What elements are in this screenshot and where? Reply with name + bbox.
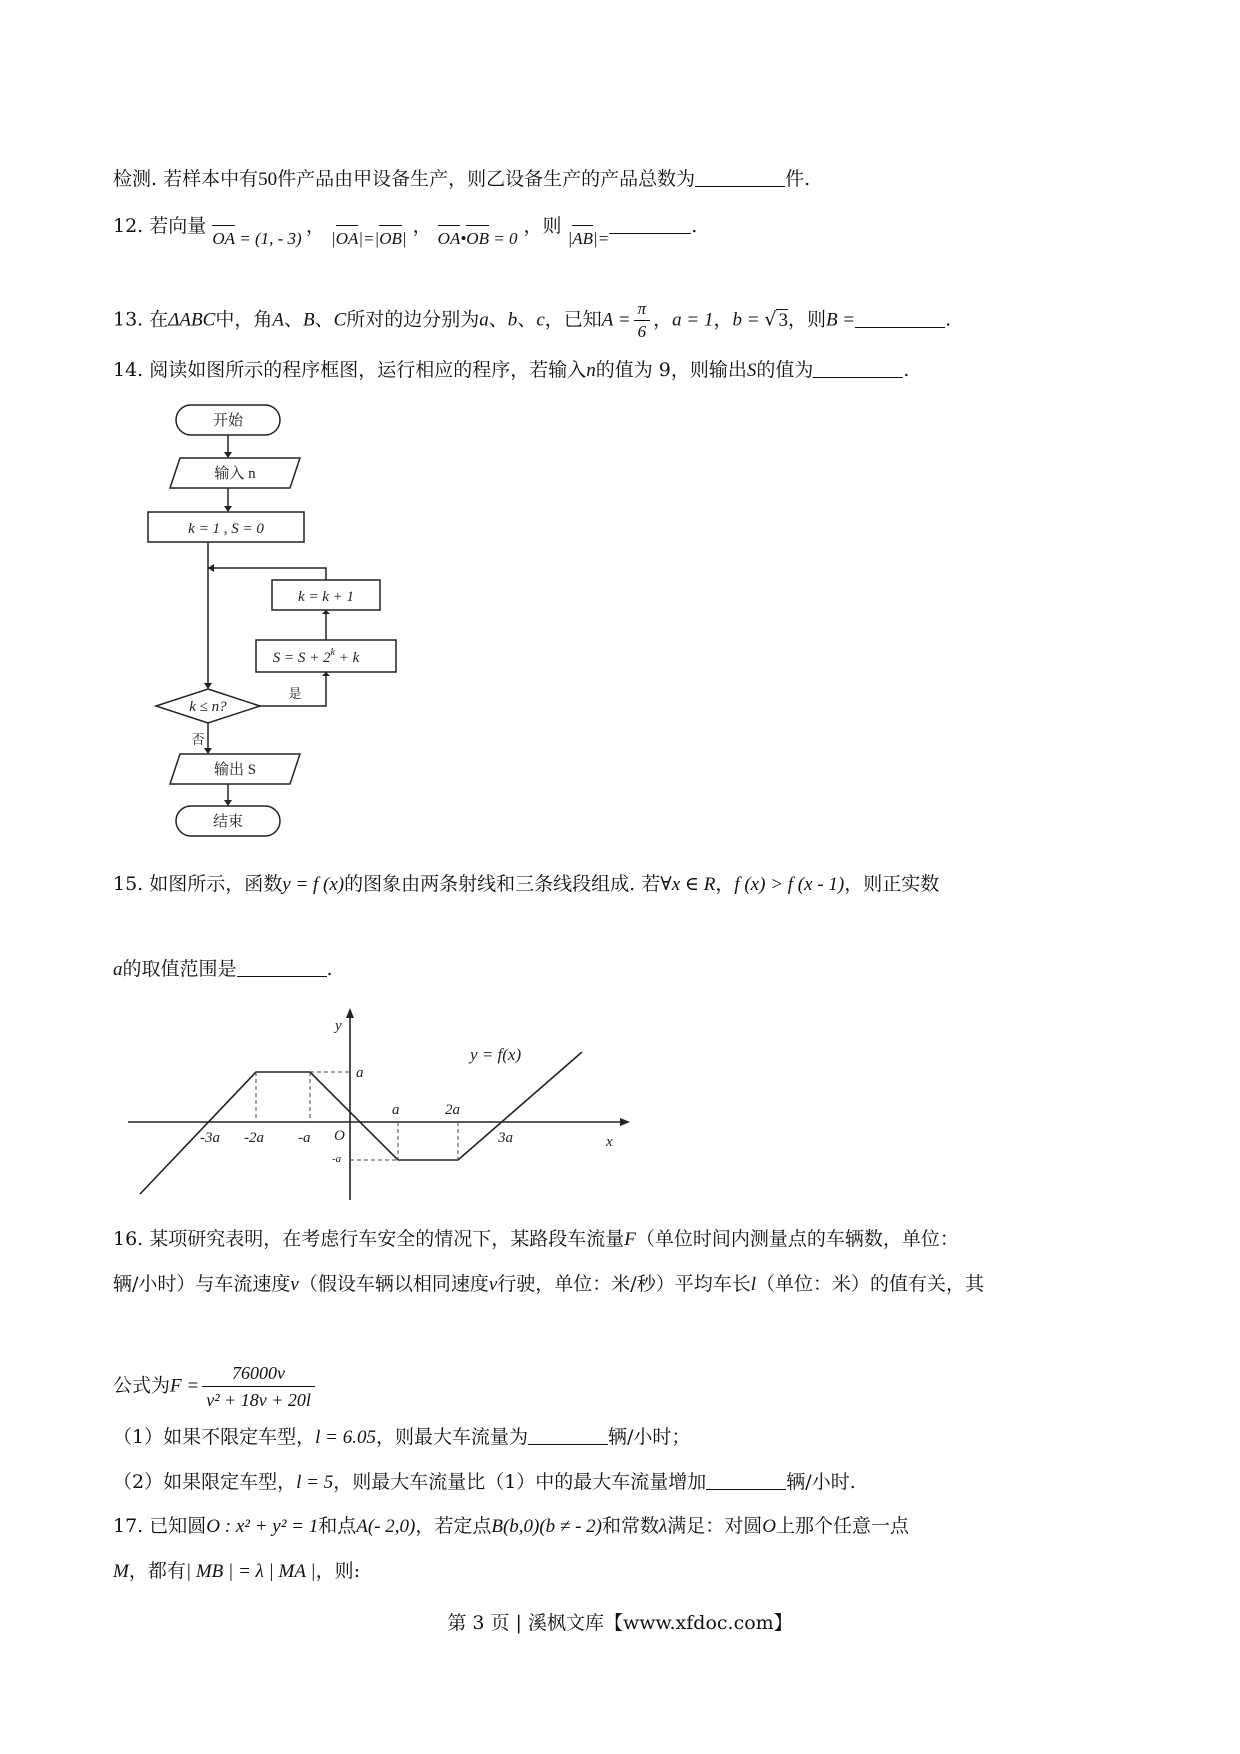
q11-answer-blank[interactable]	[695, 166, 785, 187]
q15-line2: a的取值范围是 .	[113, 958, 333, 980]
q13-b-equals: B =	[825, 309, 856, 331]
q17-o: O	[762, 1516, 777, 1537]
q13-text3: ，已知	[544, 308, 602, 331]
q16-text1b: （单位时间内测量点的车辆数，单位：	[635, 1228, 959, 1250]
q13-angle-b: B	[302, 309, 315, 331]
q16-f: F	[624, 1229, 636, 1250]
q16-numerator: 76000v	[202, 1360, 315, 1387]
q13-answer-blank[interactable]	[855, 307, 945, 328]
q14-text1: 14. 阅读如图所示的程序框图，运行相应的程序，若输入	[113, 359, 587, 381]
q16-text2a: 辆/小时）与车流速度	[113, 1273, 291, 1295]
q15-text2: 的图象由两条射线和三条线段组成. 若	[344, 873, 661, 895]
q14-line: 14. 阅读如图所示的程序框图，运行相应的程序，若输入n的值为 9，则输出S的值为 .	[113, 359, 910, 381]
q13-angle-c: C	[333, 309, 347, 331]
q17-lambda: λ	[659, 1516, 668, 1537]
q13-side-c: c	[536, 309, 545, 331]
q15-answer-blank[interactable]	[237, 956, 327, 977]
q12-abs-ob: OB	[379, 225, 402, 249]
q16-part2	[113, 1468, 856, 1497]
q16-l: l	[750, 1274, 756, 1295]
q16-denominator: v² + 18v + 20l	[206, 1390, 311, 1410]
graph-tick-neg2a: -2a	[244, 1130, 264, 1146]
q16-line2	[113, 1270, 984, 1299]
q15-line1	[113, 870, 939, 899]
q15-function: y = f (x)	[282, 874, 345, 895]
q14-text2: 的值为 9，则输出	[595, 359, 747, 381]
q11-line	[113, 165, 810, 194]
q17-text2: ，若定点	[415, 1515, 492, 1537]
q16-p1-unit: 辆/小时；	[607, 1426, 691, 1448]
q16-text2b: （假设车辆以相同速度	[298, 1273, 489, 1295]
q11-number: 50	[258, 169, 278, 190]
q16-p1-text: （1）如果不限定车型，	[113, 1426, 316, 1448]
graph-x-label: x	[606, 1134, 613, 1150]
q16-text1: 16. 某项研究表明，在考虑行车安全的情况下，某路段车流量	[113, 1228, 625, 1250]
q13-then: ，则	[787, 308, 826, 331]
q17-line1	[113, 1512, 909, 1541]
q16-text2c: 行驶，单位：米/秒）平均车长	[497, 1273, 751, 1295]
q13-text1: 中，角	[215, 308, 273, 331]
q12-oa-value: = (1, - 3)	[234, 229, 302, 248]
q16-p1-l: l = 6.05	[315, 1427, 376, 1448]
q17-text3: 和常数	[602, 1515, 660, 1537]
q13-side-b: b	[507, 309, 518, 331]
q17-circle: O : x² + y² = 1	[206, 1516, 319, 1537]
flow-init-label: k = 1 , S = 0	[188, 521, 264, 537]
flow-no-label: 否	[191, 732, 205, 747]
q16-p1-answer-blank[interactable]	[528, 1424, 608, 1445]
q15-text3: ，则正实数	[844, 873, 940, 895]
q15-text1: 15. 如图所示，函数	[113, 873, 283, 895]
flow-condition-label: k ≤ n?	[189, 699, 227, 715]
q11-text-b: 件产品由甲设备生产，则乙设备生产的产品总数为	[277, 168, 696, 190]
q16-p1-text2: ，则最大车流量为	[375, 1426, 528, 1448]
q17-relation: | MB | = λ | MA |	[185, 1561, 316, 1582]
flow-start-label: 开始	[212, 413, 244, 429]
q12-dot-value: = 0	[488, 229, 518, 248]
q16-p2-unit: 辆/小时.	[786, 1471, 856, 1493]
graph-tick-2a: 2a	[445, 1102, 460, 1118]
flow-yes-label: 是	[288, 686, 302, 701]
q14-answer-blank[interactable]	[813, 357, 903, 378]
q17-text7: ，则:	[315, 1560, 360, 1582]
q16-part1	[113, 1423, 690, 1452]
q17-text5: 上那个任意一点	[776, 1515, 910, 1537]
q16-line1	[113, 1225, 959, 1254]
q13-six: 6	[637, 322, 647, 341]
q13-sqrt3: 3	[778, 309, 788, 331]
page-footer: 第 3 页 | 溪枫文库【www.xfdoc.com】	[447, 1612, 793, 1634]
graph-y-label: y	[335, 1018, 342, 1034]
q13-line: 13. 在ΔABC中，角A、B、C所对的边分别为a、b、c，已知A = $\frac{\pi}{6}$ ，a = 1，b = √ 3，则B = .	[113, 299, 952, 341]
q13-prefix: 13. 在	[113, 308, 169, 331]
q12-sep2: ，	[412, 215, 432, 237]
q13-cond-side-b: b =	[732, 309, 765, 331]
q15-text4: 的取值范围是	[122, 958, 237, 980]
q13-angle-a: A	[272, 309, 284, 331]
graph-tick-nega: -a	[298, 1130, 311, 1146]
flow-output-label: 输出 S	[213, 762, 257, 778]
q12-dot-oa: OA	[438, 225, 461, 249]
q11-text: 检测. 若样本中有	[113, 168, 259, 190]
q17-point-b: B(b,0)(b ≠ - 2)	[491, 1516, 603, 1537]
q15-comma: ，	[715, 873, 735, 895]
q16-v2: v	[488, 1274, 498, 1295]
flow-update-s-label: $S = S + 2^k + k$	[272, 647, 360, 666]
q12-dot-ob: OB	[466, 225, 489, 249]
q12-then: ，则	[523, 215, 562, 237]
flow-update-k-label: k = k + 1	[297, 589, 355, 605]
graph-a-label: a	[356, 1065, 364, 1081]
q14-s: S	[746, 360, 757, 381]
q12-vector-oa: OA	[212, 225, 235, 249]
q15-forall: ∀x ∈ R	[660, 874, 716, 895]
graph-neg-a-label: -a	[332, 1153, 342, 1165]
q14-text3: 的值为	[756, 359, 814, 381]
graph-tick-neg3a: -3a	[200, 1130, 220, 1146]
q13-pi: π	[634, 298, 651, 321]
q17-line2	[113, 1557, 360, 1586]
q13-side-a: a	[479, 309, 489, 331]
flowchart	[140, 400, 780, 850]
q16-formula-prefix: 公式为	[113, 1374, 171, 1397]
q11-text-c: 件.	[785, 168, 811, 190]
q13-triangle: ΔABC	[168, 309, 216, 331]
q13-text2: 所对的边分别为	[346, 308, 480, 331]
q16-formula-f: F =	[170, 1375, 200, 1397]
q16-p2-answer-blank[interactable]	[706, 1469, 786, 1490]
q16-p2-text: （2）如果限定车型，	[113, 1471, 297, 1493]
q15-a: a	[113, 959, 123, 980]
q16-text2d: （单位：米）的值有关，其	[755, 1273, 984, 1295]
graph-origin-label: O	[334, 1128, 345, 1144]
q17-prefix: 17. 已知圆	[113, 1515, 207, 1537]
q16-p2-l: l = 5	[296, 1472, 334, 1493]
q16-v: v	[290, 1274, 299, 1295]
q17-text1: 和点	[318, 1515, 357, 1537]
q12-abs-oa: OA	[336, 225, 359, 249]
q17-m: M	[113, 1561, 129, 1582]
q17-point-a: A(- 2,0)	[356, 1516, 416, 1537]
flow-end-label: 结束	[212, 814, 244, 830]
q16-p2-text2: ，则最大车流量比（1）中的最大车流量增加	[333, 1471, 707, 1493]
q12-equals: =	[597, 229, 610, 248]
graph-tick-3a: 3a	[498, 1130, 513, 1146]
q15-inequality: f (x) > f (x - 1)	[734, 874, 845, 895]
q12-vector-ab: AB	[572, 225, 593, 249]
q14-n: n	[586, 360, 596, 381]
q12-sep: ，	[305, 215, 325, 237]
q13-cond-a: A =	[601, 309, 631, 331]
q17-text6: ，都有	[128, 1560, 186, 1582]
graph-function-label: y = f(x)	[470, 1045, 522, 1064]
q12-line: 12. 若向量 OA = (1, - 3) ， |OA|=|OB| ， OA•OB = 0 ，则 |AB|=.	[113, 215, 698, 248]
q17-text4: 满足：对圆	[667, 1515, 763, 1537]
function-graph	[120, 1000, 640, 1205]
q13-cond-side-a: a = 1	[672, 309, 714, 331]
q12-prefix: 12. 若向量	[113, 215, 207, 237]
graph-tick-a: a	[392, 1102, 400, 1118]
q16-formula-line	[113, 1360, 318, 1413]
flow-input-label: 输入 n	[214, 466, 256, 482]
q12-answer-blank[interactable]	[609, 213, 691, 234]
